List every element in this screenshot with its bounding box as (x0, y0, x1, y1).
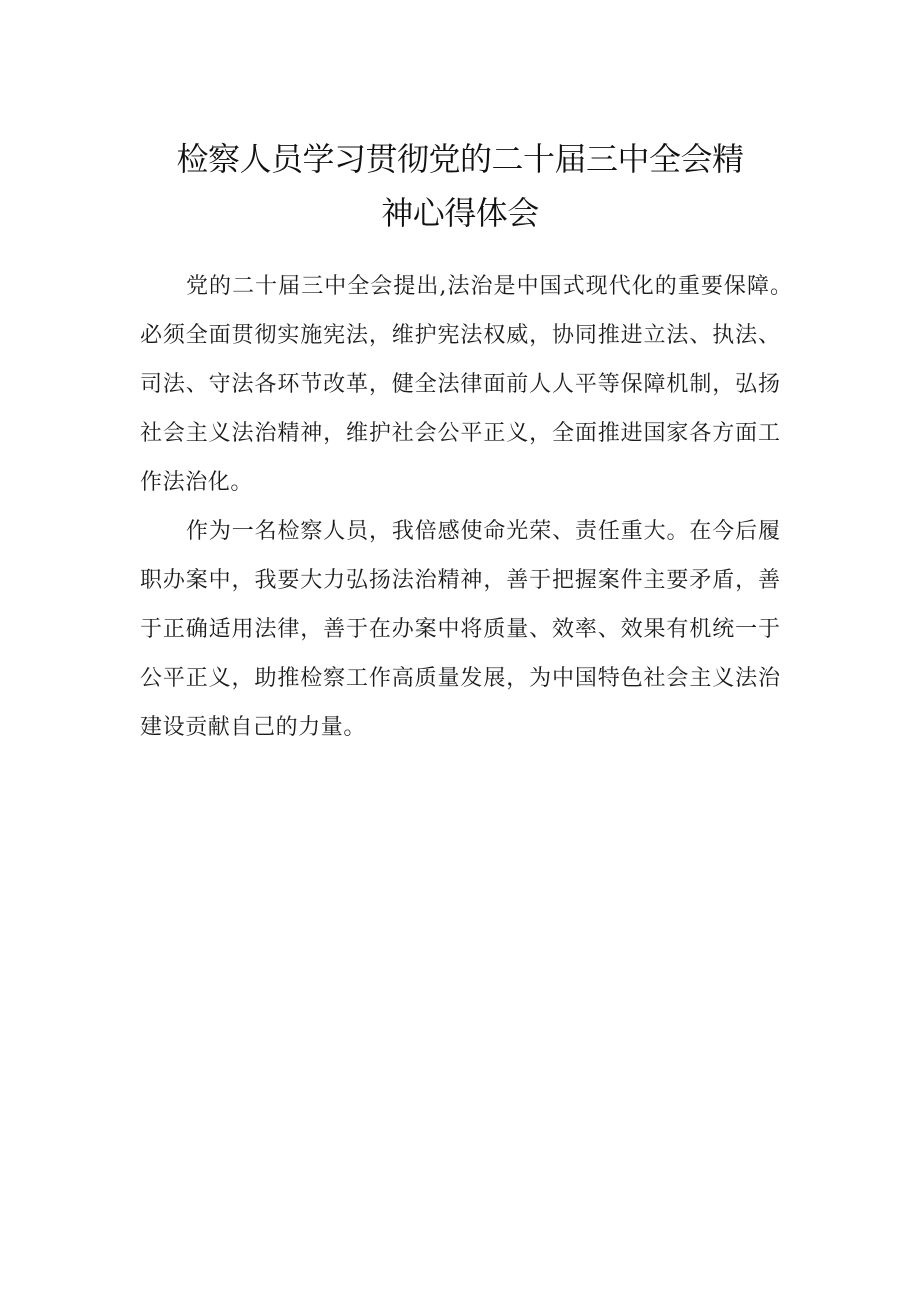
paragraph-2-line-3: 于正确适用法律，善于在办案中将质量、效率、效果有机统一于 (140, 617, 780, 642)
paragraph-1-line-1: 党的二十届三中全会提出,法治是中国式现代化的重要保障。 (186, 274, 792, 299)
paragraph-2-line-4: 公平正义，助推检察工作高质量发展，为中国特色社会主义法治 (140, 666, 780, 691)
paragraph-2-line-1: 作为一名检察人员，我倍感使命光荣、责任重大。在今后履 (186, 519, 780, 544)
paragraph-1-line-2: 必须全面贯彻实施宪法，维护宪法权威，协同推进立法、执法、 (140, 323, 780, 348)
paragraph-1-line-4: 社会主义法治精神，维护社会公平正义，全面推进国家各方面工 (140, 421, 780, 446)
paragraph-2-line-2: 职办案中，我要大力弘扬法治精神，善于把握案件主要矛盾，善 (140, 568, 780, 593)
document-title-line-2: 神心得体会 (381, 194, 539, 232)
paragraph-1-line-3: 司法、守法各环节改革，健全法律面前人人平等保障机制，弘扬 (140, 372, 780, 397)
document-title-line-1: 检察人员学习贯彻党的二十届三中全会精 (176, 140, 744, 178)
paragraph-2-line-5: 建设贡献自己的力量。 (140, 715, 367, 740)
paragraph-1-line-5: 作法治化。 (140, 470, 254, 495)
